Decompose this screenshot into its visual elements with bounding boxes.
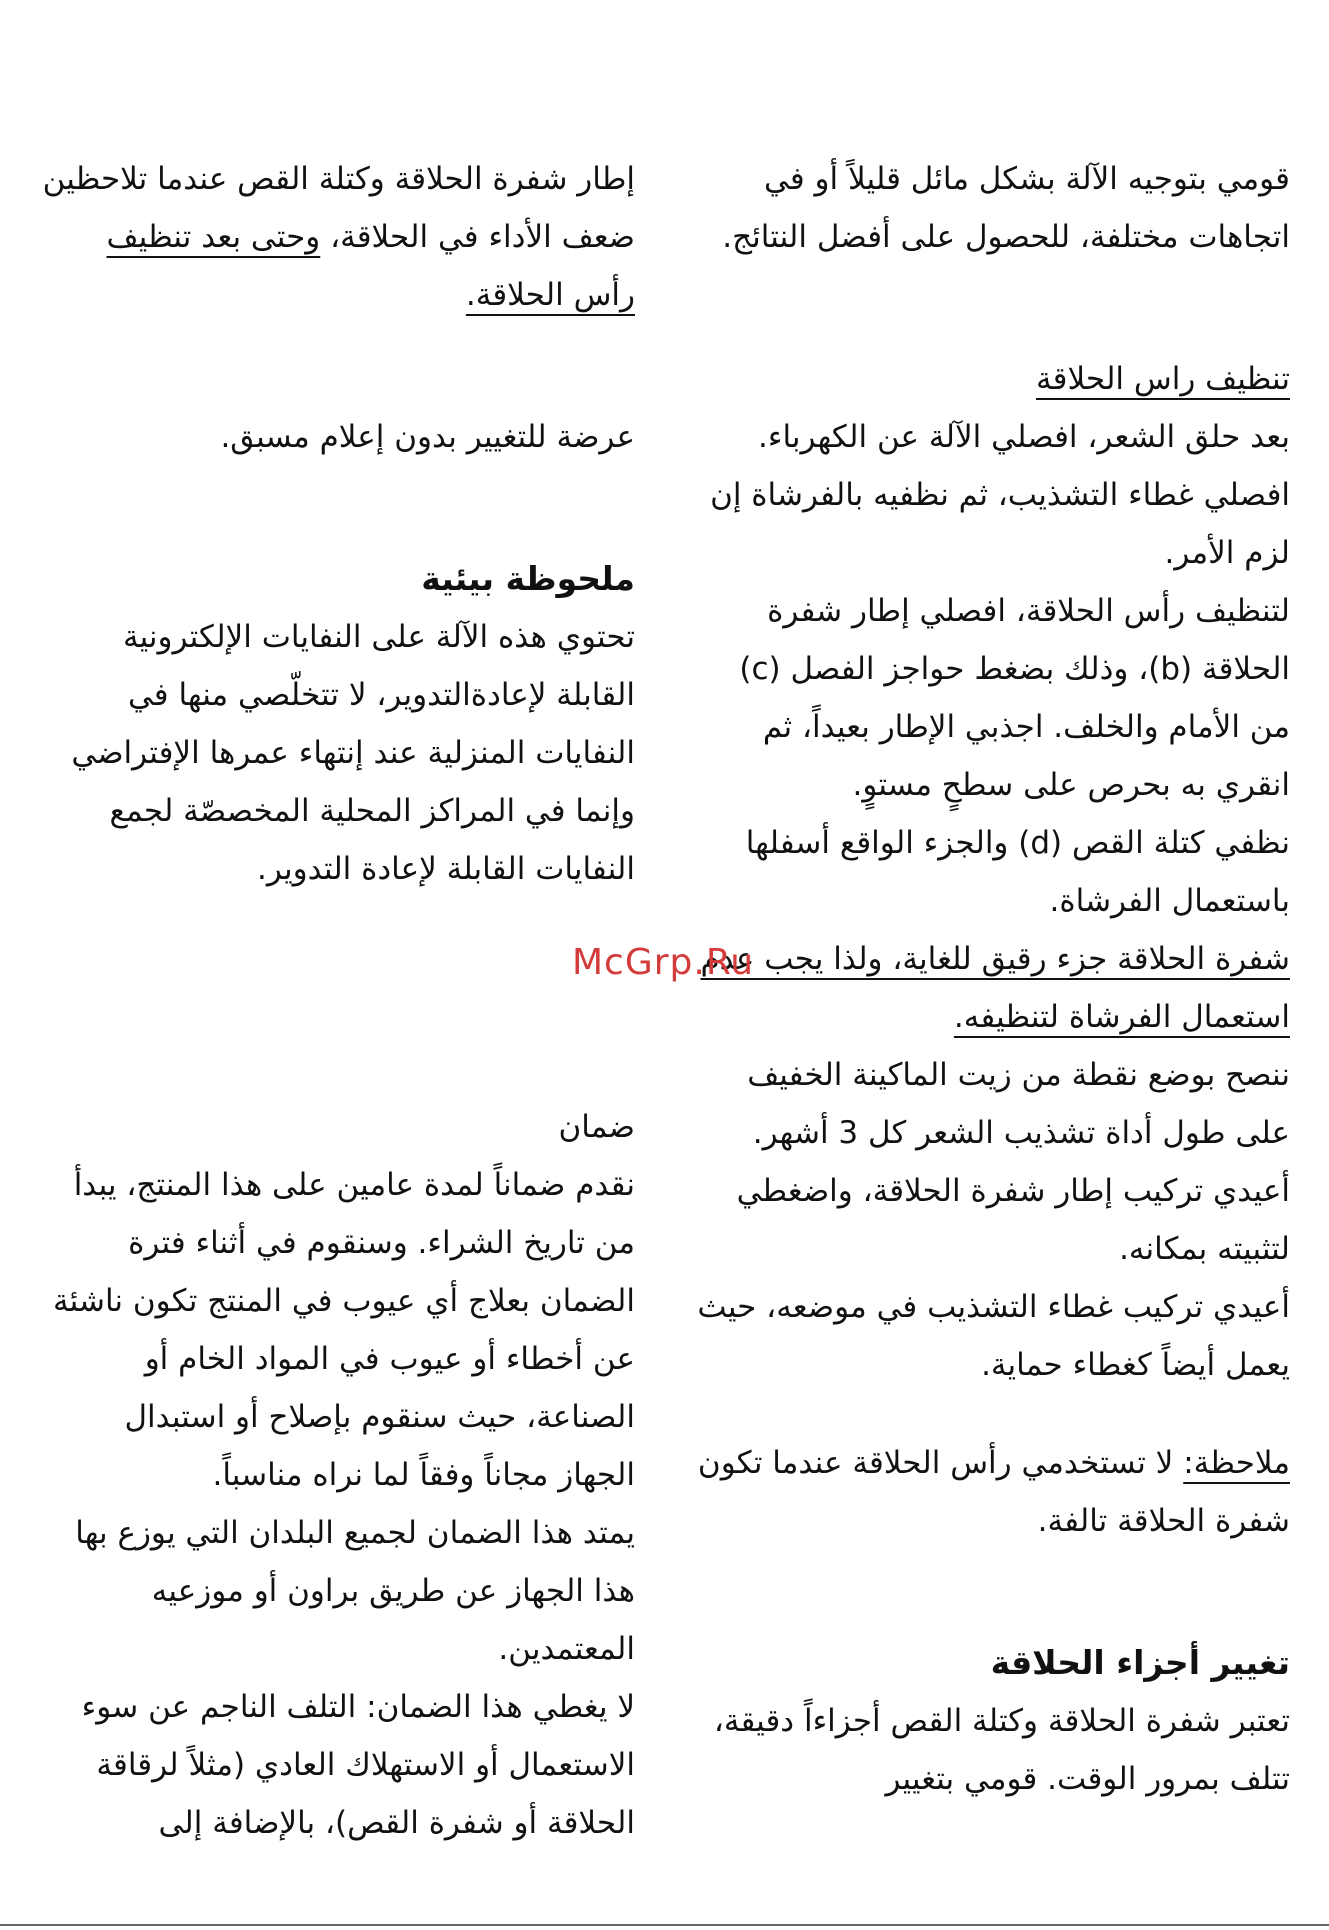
environment-heading: ملحوظة بيئية: [421, 559, 635, 598]
cleaning-paragraph-1: بعد حلق الشعر، افصلي الآلة عن الكهرباء. افصلي غطاء التشذيب، ثم نظفيه بالفرشاة إن لزم الأمر.: [710, 419, 1290, 571]
note-text: لا تستخدمي رأس الحلاقة عندما تكون شفرة الحلاقة تالفة.: [697, 1445, 1290, 1539]
note-label: ملاحظة:: [1183, 1445, 1290, 1481]
cleaning-paragraph-6: أعيدي تركيب غطاء التشذيب في موضعه، حيث يعمل أيضاً كغطاء حماية.: [697, 1289, 1290, 1383]
parts-continued-text: إطار شفرة الحلاقة وكتلة القص عندما تلاحظين ضعف الأداء في الحلاقة،: [42, 161, 635, 255]
parts-heading: تغيير أجزاء الحلاقة: [990, 1643, 1290, 1682]
cleaning-paragraph-2: لتنظيف رأس الحلاقة، افصلي إطار شفرة الحلاقة (b)، وذلك بضغط حواجز الفصل (c) من الأمام والخلف. اجذبي الإطار بعيداً، ثم انقري به بحرص على سطحٍ مستوٍ.: [739, 593, 1290, 803]
warranty-paragraph-3: لا يغطي هذا الضمان: التلف الناجم عن سوء الاستعمال أو الاستهلاك العادي (مثلاً لرقاقة الحلاقة أو شفرة القص)، بالإضافة إلى: [81, 1689, 635, 1841]
parts-continued-underlined: وحتى بعد تنظيف رأس الحلاقة.: [106, 219, 635, 313]
right-column: [690, 150, 1290, 1808]
cleaning-heading: [690, 350, 1290, 408]
cleaning-paragraph-4: ننصح بوضع نقطة من زيت الماكينة الخفيف على طول أداة تشذيب الشعر كل 3 أشهر.: [747, 1057, 1290, 1151]
subject-to-change: عرضة للتغيير بدون إعلام مسبق.: [220, 419, 635, 455]
warranty-heading: ضمان: [558, 1109, 635, 1145]
warranty-paragraph-1: نقدم ضماناً لمدة عامين على هذا المنتج، يبدأ من تاريخ الشراء. وسنقوم في أثناء فترة الضمان بعلاج أي عيوب في المنتج تكون ناشئة عن أخطاء أو عيوب في المواد الخام أو الصناعة، حيث سنقوم بإصلاح أو استبدال الجهاز مجاناً وفقاً لما نراه مناسباً.: [53, 1167, 635, 1493]
intro-paragraph: قومي بتوجيه الآلة بشكل مائل قليلاً أو في اتجاهات مختلفة، للحصول على أفضل النتائج.: [722, 161, 1290, 255]
parts-continued-paragraph: [40, 150, 635, 324]
cleaning-paragraph-3: نظفي كتلة القص (d) والجزء الواقع أسفلها باستعمال الفرشاة.: [745, 825, 1290, 919]
cleaning-heading-text: تنظيف راس الحلاقة: [1036, 361, 1290, 397]
cleaning-warning: [690, 930, 1290, 1046]
watermark: McGrp.Ru: [572, 942, 755, 983]
note-paragraph: [690, 1434, 1290, 1550]
cleaning-warning-text: شفرة الحلاقة جزء رقيق للغاية، ولذا يجب عدم استعمال الفرشاة لتنظيفه.: [700, 941, 1290, 1035]
environment-paragraph: تحتوي هذه الآلة على النفايات الإلكترونية القابلة لإعادةالتدوير، لا تتخلّصي منها في النفايات المنزلية عند إنتهاء عمرها الإفتراضي وإنما في المراكز المحلية المخصصّة لجمع النفايات القابلة لإعادة التدوير.: [71, 619, 635, 887]
bottom-rule: [0, 1924, 1329, 1926]
parts-paragraph: تعتبر شفرة الحلاقة وكتلة القص أجزاءاً دقيقة، تتلف بمرور الوقت. قومي بتغيير: [713, 1703, 1290, 1797]
warranty-paragraph-2: يمتد هذا الضمان لجميع البلدان التي يوزع بها هذا الجهاز عن طريق براون أو موزعيه المعتمدين.: [75, 1515, 635, 1667]
cleaning-paragraph-5: أعيدي تركيب إطار شفرة الحلاقة، واضغطي لتثبيته بمكانه.: [736, 1173, 1290, 1267]
left-column: [40, 150, 635, 1852]
